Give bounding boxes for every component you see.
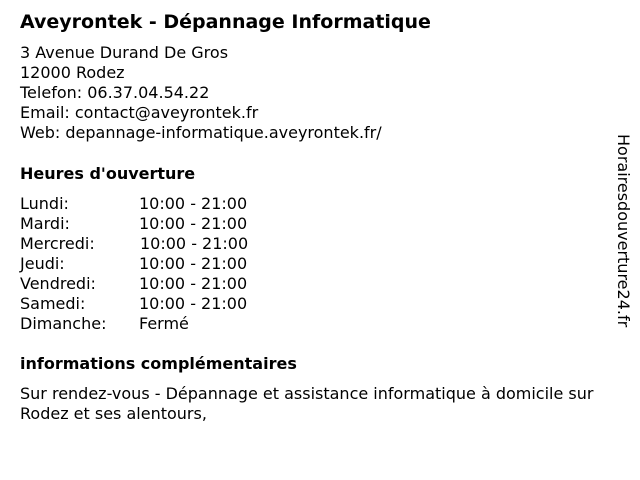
opening-hours-table <box>20 194 248 334</box>
day-label: Mercredi: <box>20 234 95 253</box>
day-label: Lundi: <box>20 194 69 213</box>
city-address: 12000 Rodez <box>20 63 125 82</box>
day-hours: 10:00 - 21:00 <box>139 274 248 293</box>
website: Web: depannage-informatique.aveyrontek.fr/ <box>20 123 382 142</box>
phone-number: Telefon: 06.37.04.54.22 <box>20 83 210 102</box>
day-hours: 10:00 - 21:00 <box>139 294 248 313</box>
day-hours: 10:00 - 21:00 <box>139 194 248 213</box>
day-label: Samedi: <box>20 294 86 313</box>
hours-row-sunday <box>20 314 248 334</box>
hours-row-saturday <box>20 294 248 314</box>
additional-info-heading: informations complémentaires <box>20 354 297 373</box>
day-hours: Fermé <box>139 314 189 333</box>
day-hours: 10:00 - 21:00 <box>139 254 248 273</box>
day-label: Mardi: <box>20 214 70 233</box>
hours-row-friday <box>20 274 248 294</box>
day-hours: 10:00 - 21:00 <box>139 214 248 233</box>
hours-row-monday <box>20 194 248 214</box>
address-block <box>20 43 382 143</box>
hours-row-wednesday <box>20 234 248 254</box>
email-address: Email: contact@aveyrontek.fr <box>20 103 259 122</box>
day-label: Vendredi: <box>20 274 96 293</box>
hours-row-tuesday <box>20 214 248 234</box>
day-label: Dimanche: <box>20 314 107 333</box>
additional-info-text: Sur rendez-vous - Dépannage et assistance informatique à domicile sur Rodez et ses alentours, <box>20 384 594 423</box>
day-label: Jeudi: <box>20 254 65 273</box>
source-watermark: Horairesdouverture24.fr <box>614 134 633 328</box>
day-hours: 10:00 - 21:00 <box>140 234 249 253</box>
street-address: 3 Avenue Durand De Gros <box>20 43 229 62</box>
opening-hours-heading: Heures d'ouverture <box>20 164 196 183</box>
hours-row-thursday <box>20 254 248 274</box>
business-title: Aveyrontek - Dépannage Informatique <box>20 11 431 33</box>
